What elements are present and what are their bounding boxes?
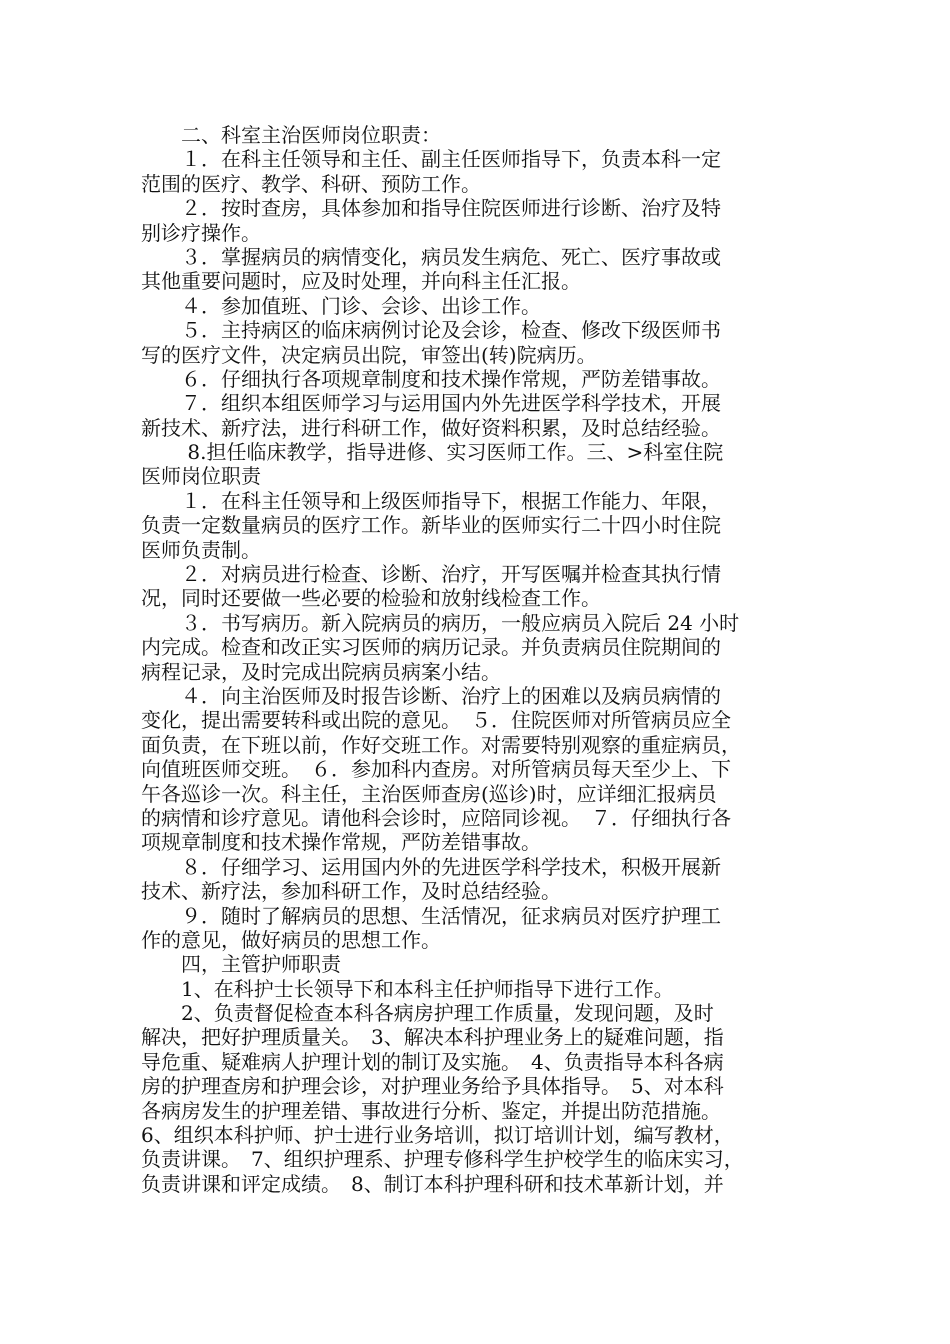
text-line: ３．掌握病员的病情变化，病员发生病危、死亡、医疗事故或 (141, 244, 721, 269)
text-line: 变化，提出需要转科或出院的意见。 ５．住院医师对所管病员应全 (141, 708, 731, 733)
text-line: 2、负责督促检查本科各病房护理工作质量，发现问题，及时 (141, 1001, 714, 1026)
text-line: １．在科主任领导和上级医师指导下，根据工作能力、年限， (141, 488, 721, 513)
text-line: 午各巡诊一次。科主任，主治医师查房(巡诊)时，应详细汇报病员 (141, 781, 717, 806)
text-line: 技术、新疗法，参加科研工作，及时总结经验。 (141, 879, 561, 904)
text-line: 房的护理查房和护理会诊，对护理业务给予具体指导。 5、对本科 (141, 1074, 724, 1099)
text-line: 四，主管护师职责 (141, 952, 341, 977)
document-body (141, 123, 813, 1221)
text-line: 面负责，在下班以前，作好交班工作。对需要特别观察的重症病员， (141, 732, 741, 757)
text-line: 作的意见，做好病员的思想工作。 (141, 927, 441, 952)
text-line: ８．仔细学习、运用国内外的先进医学科学技术，积极开展新 (141, 854, 721, 879)
text-line: 内完成。检查和改正实习医师的病历记录。并负责病员住院期间的 (141, 635, 721, 660)
text-line: 解决，把好护理质量关。 3、解决本科护理业务上的疑难问题，指 (141, 1025, 724, 1050)
text-line: ２．对病员进行检查、诊断、治疗，开写医嘱并检查其执行情 (141, 562, 721, 587)
text-line: 别诊疗操作。 (141, 220, 261, 245)
text-line: 病程记录，及时完成出院病员病案小结。 (141, 659, 501, 684)
text-line: 负责讲课。 7、组织护理系、护理专修科学生护校学生的临床实习， (141, 1147, 744, 1172)
text-line: 8.担任临床教学，指导进修、实习医师工作。三、>科室住院 (141, 440, 724, 465)
text-line: ４．向主治医师及时报告诊断、治疗上的困难以及病员病情的 (141, 683, 721, 708)
text-line: 负责讲课和评定成绩。 8、制订本科护理科研和技术革新计划，并 (141, 1171, 724, 1196)
text-line: 医师岗位职责 (141, 464, 261, 489)
text-line: 6、组织本科护师、护士进行业务培训，拟订培训计划，编写教材， (141, 1123, 734, 1148)
text-line: 向值班医师交班。 ６．参加科内查房。对所管病员每天至少上、下 (141, 757, 731, 782)
text-line: ４．参加值班、门诊、会诊、出诊工作。 (141, 293, 541, 318)
text-line: 项规章制度和技术操作常规，严防差错事故。 (141, 830, 541, 855)
text-line: 二、科室主治医师岗位职责： (141, 123, 441, 147)
text-line: 导危重、疑难病人护理计划的制订及实施。 4、负责指导本科各病 (141, 1049, 724, 1074)
text-line: 写的医疗文件，决定病员出院，审签出(转)院病历。 (141, 342, 597, 367)
text-line: ５．主持病区的临床病例讨论及会诊，检查、修改下级医师书 (141, 318, 721, 343)
text-line: 各病房发生的护理差错、事故进行分析、鉴定，并提出防范措施。 (141, 1098, 721, 1123)
text-line: 的病情和诊疗意见。请他科会诊时，应陪同诊视。 ７．仔细执行各 (141, 805, 731, 830)
text-line: 范围的医疗、教学、科研、预防工作。 (141, 171, 481, 196)
text-line: ９．随时了解病员的思想、生活情况，征求病员对医疗护理工 (141, 903, 721, 928)
text-line: ２．按时查房，具体参加和指导住院医师进行诊断、治疗及特 (141, 196, 721, 221)
text-line: ３．书写病历。新入院病员的病历，一般应病员入院后 24 小时 (141, 610, 740, 635)
text-line: １．在科主任领导和主任、副主任医师指导下，负责本科一定 (141, 147, 721, 172)
text-line: 负责一定数量病员的医疗工作。新毕业的医师实行二十四小时住院 (141, 513, 721, 538)
text-line (141, 1196, 813, 1220)
text-line: 医师负责制。 (141, 537, 261, 562)
text-line: 1、在科护士长领导下和本科主任护师指导下进行工作。 (141, 976, 674, 1001)
text-line: ７．组织本组医师学习与运用国内外先进医学科学技术，开展 (141, 391, 721, 416)
text-line: 新技术、新疗法，进行科研工作，做好资料积累，及时总结经验。 (141, 415, 721, 440)
text-line: 其他重要问题时，应及时处理，并向科主任汇报。 (141, 269, 581, 294)
text-line: ６．仔细执行各项规章制度和技术操作常规，严防差错事故。 (141, 366, 721, 391)
text-line: 况，同时还要做一些必要的检验和放射线检查工作。 (141, 586, 601, 611)
